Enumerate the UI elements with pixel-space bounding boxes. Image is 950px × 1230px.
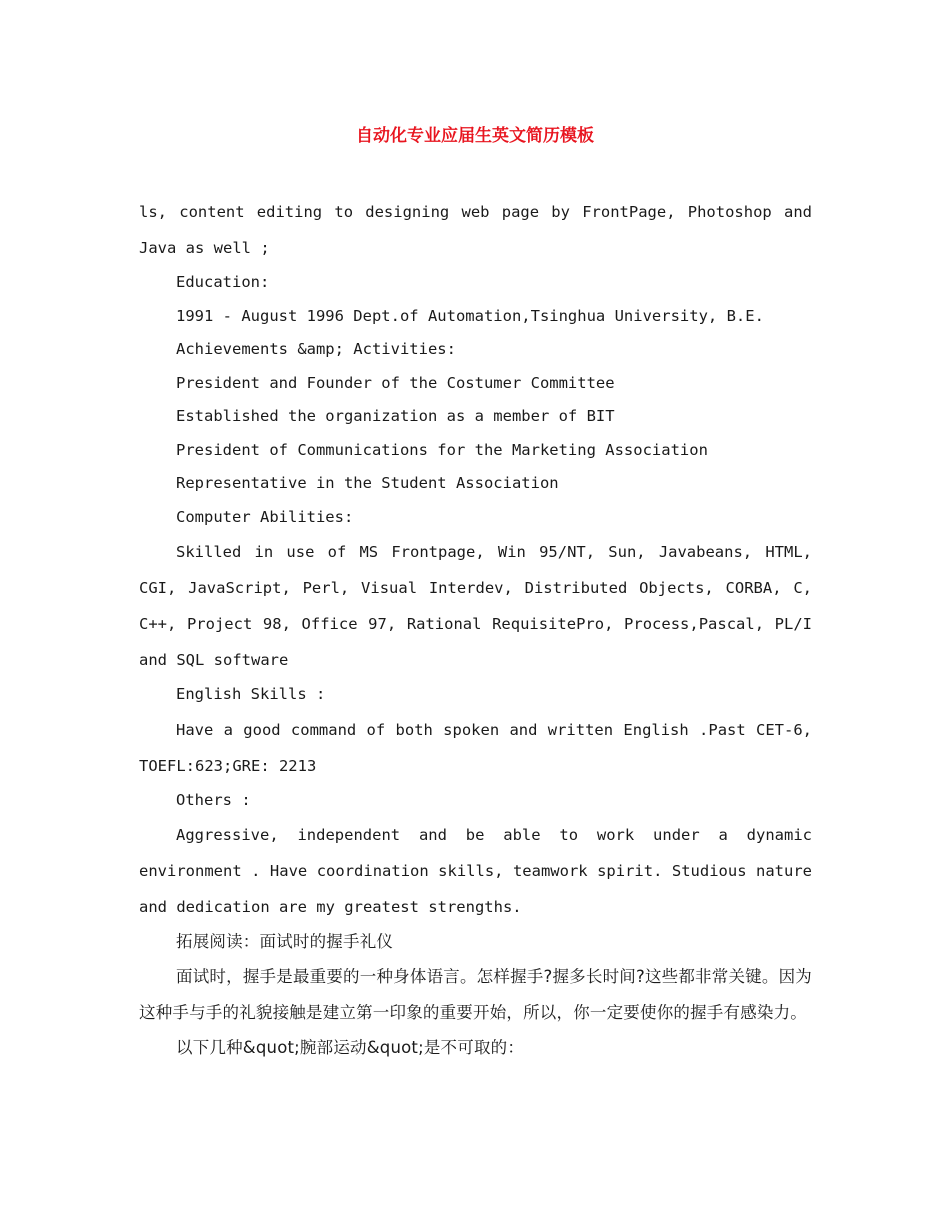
achievement-item: Established the organization as a member of BIT bbox=[176, 407, 615, 425]
paragraph-handshake: 面试时，握手是最重要的一种身体语言。怎样握手?握多长时间?这些都非常关键。因为这种手与手的礼貌接触是建立第一印象的重要开始，所以，你一定要使你的握手有感染力。 bbox=[139, 966, 812, 1022]
document-body bbox=[139, 194, 812, 1064]
paragraph-education: 1991 - August 1996 Dept.of Automation,Tsinghua University, B.E. bbox=[176, 306, 764, 325]
paragraph-intro: ls, content editing to designing web page by FrontPage, Photoshop and Java as well ; bbox=[139, 203, 812, 257]
heading-extended-reading: 拓展阅读：面试时的握手礼仪 bbox=[176, 932, 394, 951]
paragraph-computer-abilities: Skilled in use of MS Frontpage, Win 95/NT, Sun, Javabeans, HTML, CGI, JavaScript, Perl, Visual Interdev, Distributed Objects, CORBA, C, C++, Project 98, Office 97, Rational RequisitePro, Process,Pascal, PL/I and SQL software bbox=[139, 543, 812, 669]
paragraph-wrist-movements: 以下几种&quot;腕部运动&quot;是不可取的： bbox=[176, 1037, 525, 1057]
achievement-item: President and Founder of the Costumer Committee bbox=[176, 373, 615, 392]
heading-computer-abilities: Computer Abilities: bbox=[176, 507, 354, 526]
heading-achievements: Achievements &amp; Activities: bbox=[176, 340, 456, 358]
achievement-item: President of Communications for the Marketing Association bbox=[176, 440, 708, 459]
achievement-item: Representative in the Student Association bbox=[176, 474, 559, 492]
paragraph-others: Aggressive, independent and be able to work under a dynamic environment . Have coordination skills, teamwork spirit. Studious nature and dedication are my greatest strengths. bbox=[139, 826, 812, 916]
document-title: 自动化专业应届生英文简历模板 bbox=[356, 126, 594, 146]
heading-education: Education: bbox=[176, 273, 270, 291]
paragraph-english-skills: Have a good command of both spoken and written English .Past CET-6, TOEFL:623;GRE: 2213 bbox=[139, 720, 812, 775]
heading-english-skills: English Skills : bbox=[176, 685, 326, 703]
heading-others: Others : bbox=[176, 790, 251, 809]
